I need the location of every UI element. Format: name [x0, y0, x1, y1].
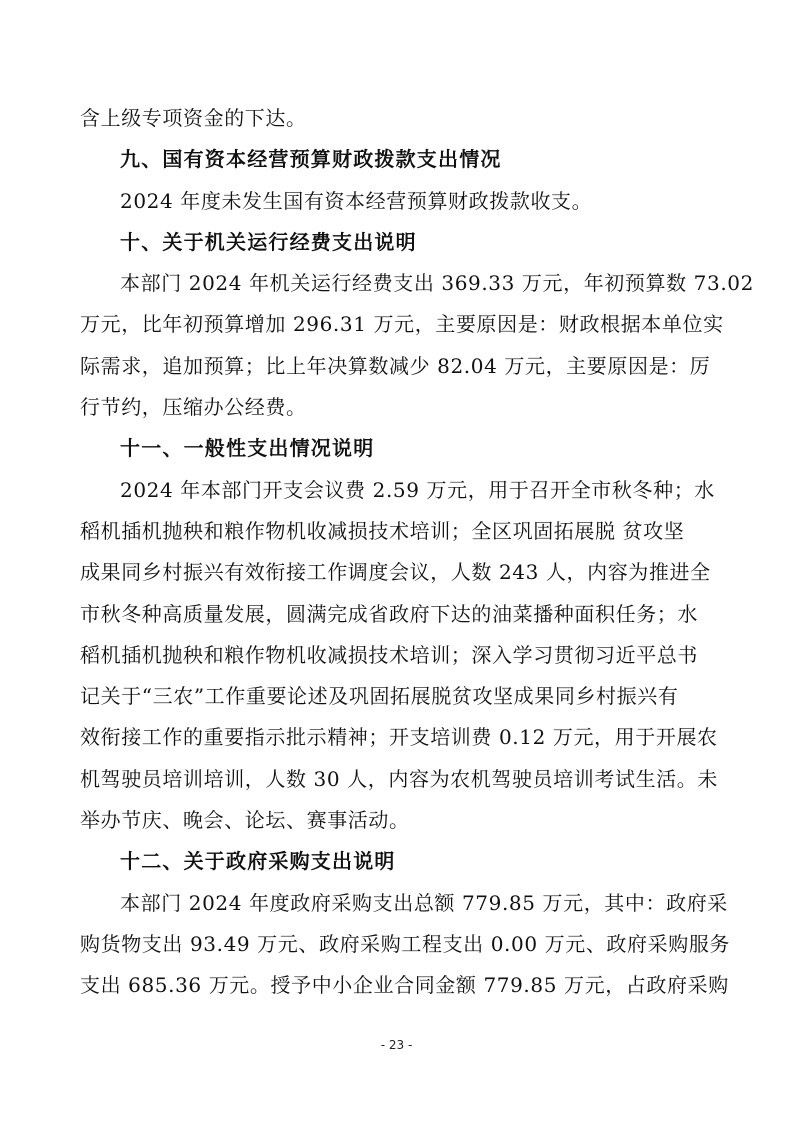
section-heading: 十一、一般性支出情况说明 — [120, 436, 375, 461]
body-text-line: 万元，比年初预算增加 296.31 万元，主要原因是：财政根据本单位实 — [80, 312, 724, 337]
body-text-line: 记关于“三农”工作重要论述及巩固拓展脱贫攻坚成果同乡村振兴有 — [80, 684, 679, 709]
body-text-line: 际需求，追加预算；比上年决算数减少 82.04 万元，主要原因是：厉 — [80, 353, 711, 378]
body-text-line: 购货物支出 93.49 万元、政府采购工程支出 0.00 万元、政府采购服务 — [80, 931, 731, 956]
body-text-line: 支出 685.36 万元。授予中小企业合同金额 779.85 万元，占政府采购 — [80, 973, 729, 998]
body-text-line: 本部门 2024 年机关运行经费支出 369.33 万元，年初预算数 73.02 — [120, 271, 754, 296]
page-number: - 23 - — [380, 1038, 413, 1052]
body-text-line: 举办节庆、晚会、论坛、赛事活动。 — [80, 808, 410, 833]
body-text-line: 机驾驶员培训培训，人数 30 人，内容为农机驾驶员培训考试生活。未 — [80, 766, 718, 791]
body-text-line: 市秋冬种高质量发展，圆满完成省政府下达的油菜播种面积任务；水 — [80, 601, 698, 626]
body-text-line: 2024 年度未发生国有资本经营预算财政拨款收支。 — [120, 188, 593, 213]
document-body — [80, 98, 754, 1007]
body-text-line: 稻机插机抛秧和粮作物机收减损技术培训；全区巩固拓展脱 贫攻坚 — [80, 518, 685, 543]
body-text-line: 本部门 2024 年度政府采购支出总额 779.85 万元，其中：政府采 — [120, 890, 728, 915]
body-text-line: 含上级专项资金的下达。 — [80, 106, 307, 130]
body-text-line: 行节约，压缩办公经费。 — [80, 395, 307, 420]
body-text-line: 效衔接工作的重要指示批示精神；开支培训费 0.12 万元，用于开展农 — [80, 725, 718, 750]
body-text-line: 成果同乡村振兴有效衔接工作调度会议，人数 243 人，内容为推进全 — [80, 560, 711, 585]
body-text-line: 2024 年本部门开支会议费 2.59 万元，用于召开全市秋冬种；水 — [120, 477, 715, 502]
section-heading: 十二、关于政府采购支出说明 — [120, 849, 396, 874]
body-text-line: 稻机插机抛秧和粮作物机收减损技术培训；深入学习贯彻习近平总书 — [80, 642, 698, 667]
section-heading: 十、关于机关运行经费支出说明 — [120, 229, 417, 254]
section-heading: 九、国有资本经营预算财政拨款支出情况 — [120, 147, 502, 172]
